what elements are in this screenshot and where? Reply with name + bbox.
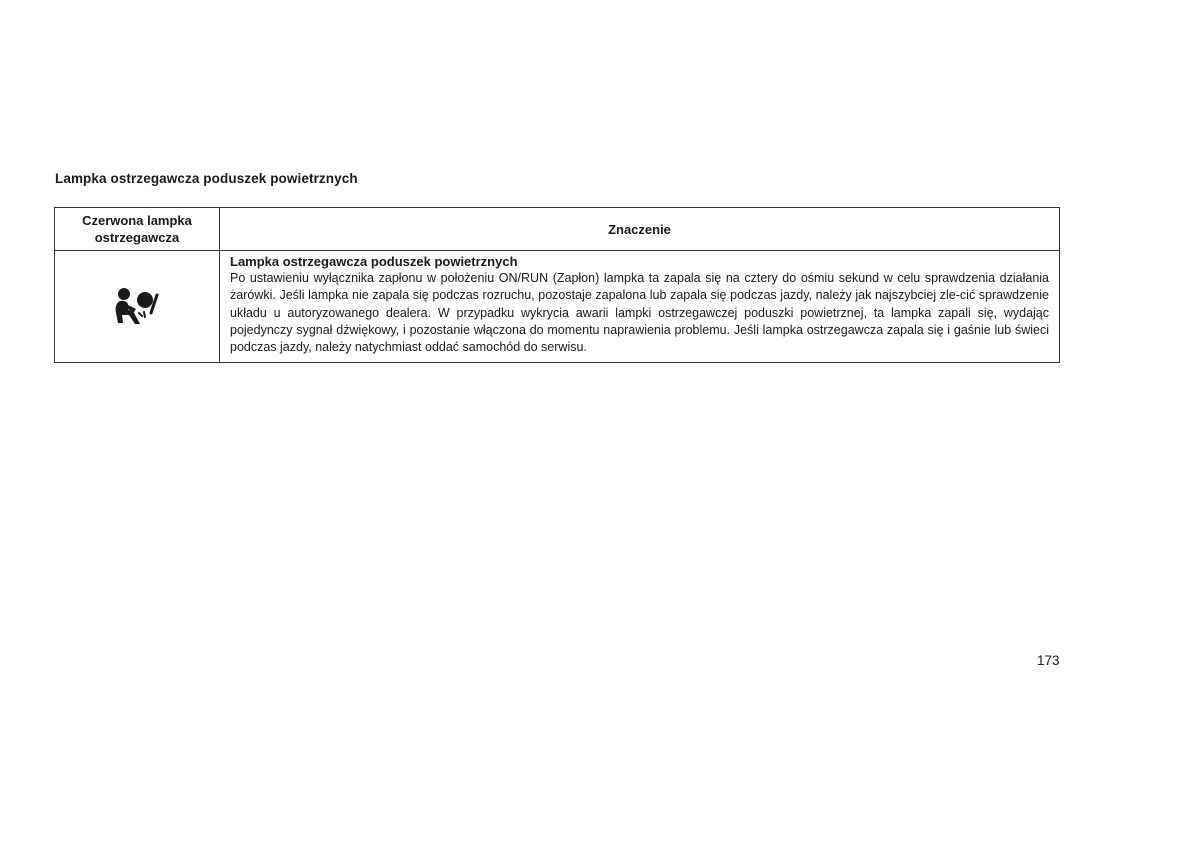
warning-lights-table: [54, 207, 1060, 363]
entry-title: Lampka ostrzegawcza poduszek powietrznych: [230, 254, 518, 269]
lamp-icon-cell: [55, 251, 220, 363]
page-number: 173: [1037, 653, 1060, 668]
airbag-warning-icon: [114, 287, 160, 327]
meaning-cell: [220, 251, 1060, 363]
section-heading: Lampka ostrzegawcza poduszek powietrznych: [55, 171, 358, 186]
column-header-lamp: Czerwona lampka ostrzegawcza: [55, 208, 220, 251]
entry-body: Po ustawieniu wyłącznika zapłonu w położeniu ON/RUN (Zapłon) lampka ta zapala się na cztery do ośmiu sekund w celu sprawdzenia działania żarówki. Jeśli lampka nie zapala się podczas rozruchu, pozostaje zapalona lub zapala się podczas jazdy, należy jak najszybciej zle-cić sprawdzenie układu u autoryzowanego dealera. W przypadku wykrycia awarii lampki ostrzegawczej poduszki powietrznej, ta lampka zapali się, wydając pojedynczy sygnał dźwiękowy, i pozostanie włączona do momentu naprawienia problemu. Jeśli lampka ostrzegawcza zapala się i gaśnie lub świeci podczas jazdy, należy natychmiast oddać samochód do serwisu.: [230, 271, 1049, 355]
table-row: [55, 251, 1060, 363]
table-header-row: [55, 208, 1060, 251]
column-header-meaning: Znaczenie: [220, 208, 1060, 251]
